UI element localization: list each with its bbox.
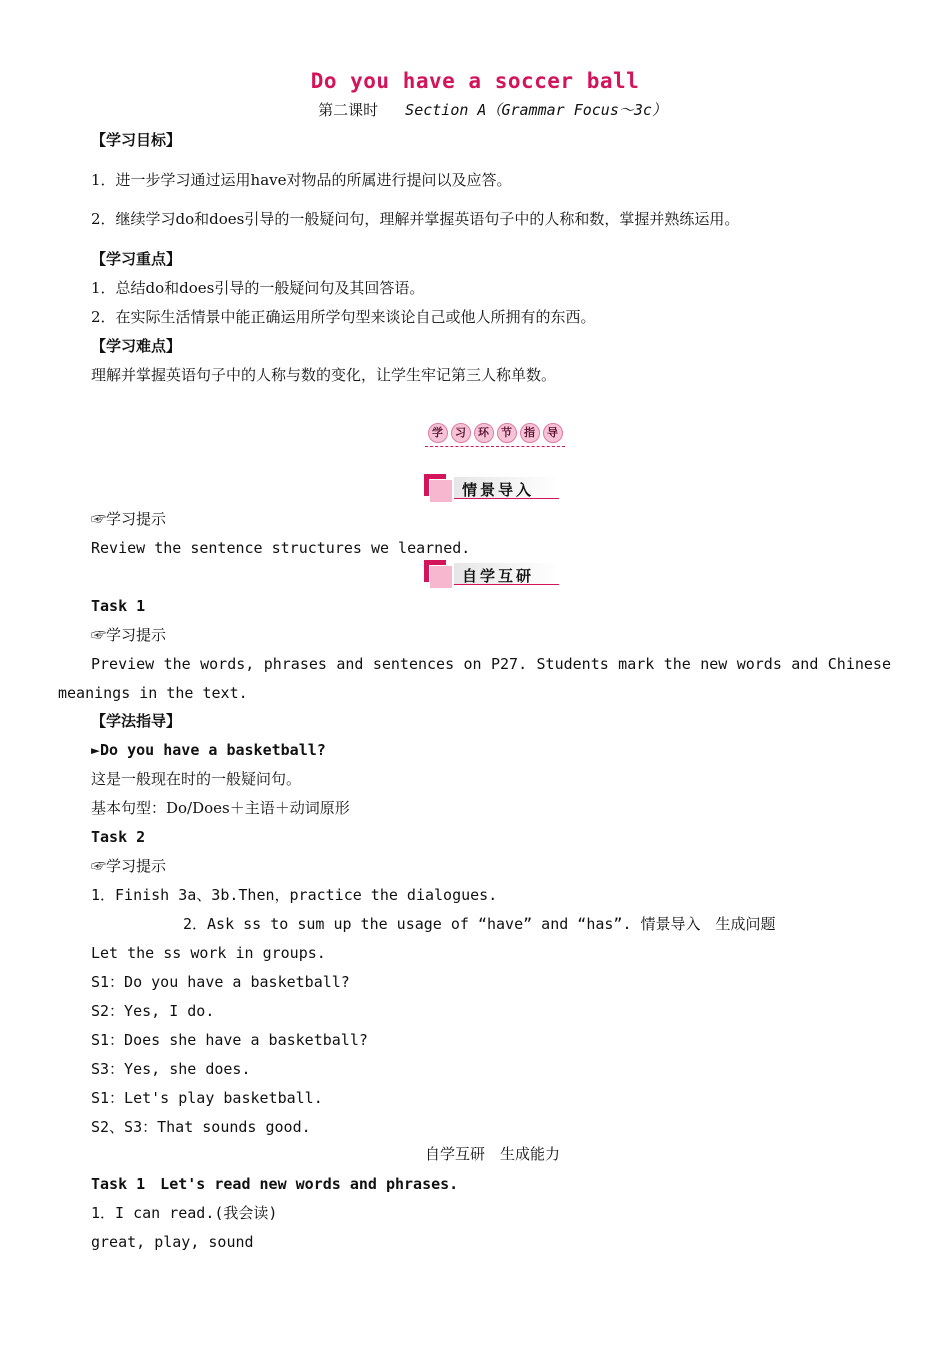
- dialogue-line: S1：Does she have a basketball?: [91, 1031, 368, 1049]
- group-instruction: Let the ss work in groups.: [91, 944, 326, 962]
- study-hint: ☞学习提示: [91, 857, 167, 875]
- task-2-title: Task 2: [91, 828, 146, 846]
- section-3-item-1: 1．I can read.(我会读): [91, 1204, 278, 1222]
- key-point-item-2: 2．在实际生活情景中能正确运用所学句型来谈论自己或他人所拥有的东西。: [91, 308, 596, 326]
- objective-item-1: 1．进一步学习通过运用have对物品的所属进行提问以及应答。: [91, 171, 512, 189]
- guide-char: 学: [428, 423, 448, 443]
- section-header-label: 自学互研: [462, 567, 535, 585]
- guide-char: 导: [543, 423, 563, 443]
- dialogue-line: S2、S3：That sounds good.: [91, 1118, 311, 1136]
- lesson-subtitle: [0, 99, 950, 120]
- study-hint: ☞学习提示: [91, 626, 167, 644]
- objectives-heading: 【学习目标】: [91, 131, 182, 149]
- objective-item-2: 2．继续学习do和does引导的一般疑问句，理解并掌握英语句子中的人称和数，掌握并熟练运用。: [91, 210, 740, 228]
- dialogue-line: S1：Let's play basketball.: [91, 1089, 323, 1107]
- intro-text: Review the sentence structures we learned.: [91, 539, 471, 557]
- key-points-heading: 【学习重点】: [91, 250, 182, 268]
- section-name: Section A: [405, 101, 487, 119]
- example-sentence: ►Do you have a basketball?: [91, 741, 326, 759]
- dialogue-line: S3：Yes, she does.: [91, 1060, 251, 1078]
- section-header-intro: [424, 474, 559, 500]
- section-header-self-study: [424, 560, 559, 586]
- section-header-label: 情景导入: [462, 481, 535, 499]
- section-3-heading: 自学互研 生成能力: [424, 1145, 560, 1163]
- difficulties-heading: 【学习难点】: [91, 337, 182, 355]
- task-2-step-1: 1．Finish 3a、3b.Then，practice the dialogues.: [91, 886, 498, 904]
- method-heading: 【学法指导】: [91, 712, 182, 730]
- guide-char: 习: [451, 423, 471, 443]
- sentence-pattern: 基本句型：Do/Does＋主语＋动词原形: [91, 799, 350, 817]
- guide-char: 节: [497, 423, 517, 443]
- section-3-task-1: Task 1 Let's read new words and phrases.: [91, 1175, 459, 1193]
- task-2-step-2: 2．Ask ss to sum up the usage of “have” and “has”. 情景导入 生成问题: [183, 915, 776, 933]
- preview-instruction: Preview the words, phrases and sentences on P27. Students mark the new words and Chinese: [91, 655, 891, 673]
- section-range: （Grammar Focus～3c）: [486, 101, 667, 119]
- study-guide-banner: [425, 420, 565, 447]
- guide-char: 环: [474, 423, 494, 443]
- dialogue-line: S2：Yes, I do.: [91, 1002, 215, 1020]
- preview-instruction-cont: meanings in the text.: [58, 684, 248, 702]
- example-explanation: 这是一般现在时的一般疑问句。: [91, 770, 302, 788]
- task-1-title: Task 1: [91, 597, 146, 615]
- difficulties-text: 理解并掌握英语句子中的人称与数的变化，让学生牢记第三人称单数。: [91, 366, 557, 384]
- page-title: Do you have a soccer ball: [310, 69, 640, 93]
- word-list: great, play, sound: [91, 1233, 254, 1251]
- lesson-number: 第二课时: [318, 101, 379, 119]
- study-hint: ☞学习提示: [91, 510, 167, 528]
- dialogue-line: S1：Do you have a basketball?: [91, 973, 350, 991]
- key-point-item-1: 1．总结do和does引导的一般疑问句及其回答语。: [91, 279, 425, 297]
- guide-char: 指: [520, 423, 540, 443]
